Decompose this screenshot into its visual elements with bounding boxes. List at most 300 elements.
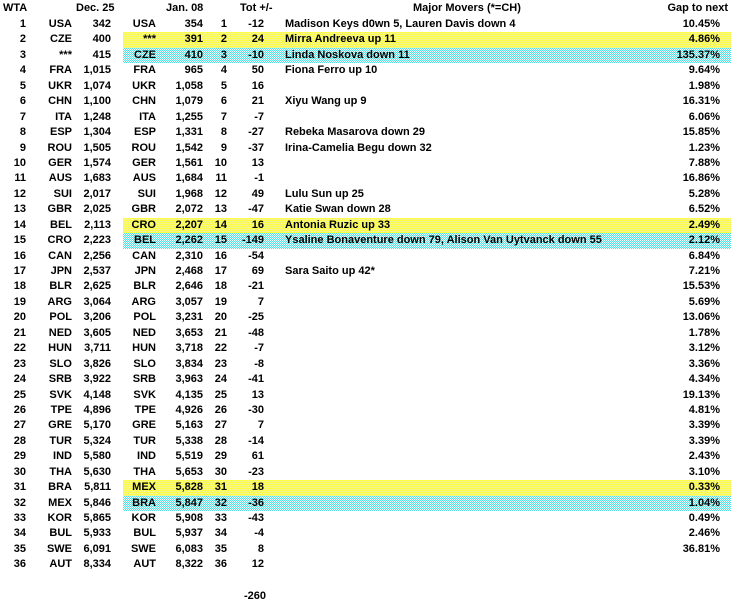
column-spacer: [111, 233, 123, 248]
major-movers-cell: [264, 403, 642, 418]
rank-jan08-cell: 26: [214, 403, 227, 416]
column-spacer: [111, 94, 123, 109]
table-row: [0, 17, 731, 32]
major-movers-cell: [264, 279, 642, 294]
rank-cell: 27: [13, 419, 26, 432]
country-jan08-cell: FRA: [133, 64, 156, 77]
table-row: [0, 449, 731, 464]
points-jan08-cell: 391: [184, 33, 203, 46]
gap-to-next-cell: 13.06%: [682, 311, 720, 324]
column-spacer: [111, 326, 123, 341]
country-dec25-cell: JPN: [50, 265, 72, 277]
rank-cell: 36: [13, 558, 26, 571]
points-change-cell: -8: [254, 357, 264, 370]
table-row: [0, 310, 731, 325]
points-jan08-cell: 965: [184, 64, 203, 77]
major-movers-cell: [264, 496, 642, 511]
major-movers-cell: [264, 110, 642, 125]
points-jan08-cell: 5,519: [175, 450, 203, 463]
points-jan08-cell: 3,718: [175, 342, 203, 355]
country-jan08-cell: BLR: [133, 280, 156, 293]
table-row: [0, 233, 731, 248]
points-jan08-cell: 5,908: [175, 512, 203, 524]
points-jan08-cell: 5,653: [175, 465, 203, 478]
rank-cell: 28: [13, 434, 26, 447]
points-change-cell: 50: [251, 64, 264, 77]
table-row: [0, 79, 731, 94]
points-dec25-cell: 3,064: [83, 295, 111, 308]
col-header-dec25: Dec. 25: [76, 2, 115, 14]
major-movers-cell: Ysaline Bonaventure down 79, Alison Van Uytvanck down 55: [285, 234, 602, 247]
rank-jan08-cell: 5: [220, 79, 227, 92]
major-movers-cell: [264, 526, 642, 541]
gap-to-next-cell: 16.31%: [682, 95, 720, 108]
major-movers-cell: [264, 388, 642, 403]
gap-to-next-cell: 15.85%: [682, 126, 720, 139]
row-highlight-region: [123, 480, 731, 495]
points-jan08-cell: 3,834: [175, 357, 203, 370]
rank-cell: 30: [13, 465, 26, 478]
gap-to-next-cell: 1.78%: [688, 326, 720, 339]
country-dec25-cell: CRO: [47, 234, 72, 247]
points-jan08-cell: 8,322: [175, 558, 203, 571]
column-spacer: [111, 125, 123, 140]
country-jan08-cell: HUN: [132, 342, 156, 355]
rank-cell: 13: [13, 203, 26, 216]
points-jan08-cell: 1,561: [175, 156, 203, 169]
row-highlight-region: [123, 418, 731, 433]
points-change-cell: -30: [248, 403, 264, 416]
row-highlight-region: [123, 110, 731, 125]
major-movers-cell: Katie Swan down 28: [285, 203, 391, 216]
country-jan08-cell: KOR: [131, 512, 156, 524]
table-row: [0, 48, 731, 63]
column-spacer: [111, 141, 123, 156]
gap-to-next-cell: 9.64%: [688, 64, 720, 77]
rank-cell: 5: [19, 79, 26, 92]
rank-cell: 33: [13, 512, 26, 524]
row-highlight-region: [123, 511, 731, 526]
rank-jan08-cell: 3: [220, 48, 227, 61]
row-highlight-region: [123, 388, 731, 403]
rank-jan08-cell: 15: [214, 234, 227, 247]
column-spacer: [111, 511, 123, 526]
points-dec25-cell: 2,537: [83, 265, 111, 277]
points-change-cell: 16: [251, 218, 264, 231]
major-movers-cell: Rebeka Masarova down 29: [285, 126, 426, 139]
country-jan08-cell: GBR: [131, 203, 156, 216]
rank-cell: 20: [13, 311, 26, 324]
country-jan08-cell: GRE: [132, 419, 156, 432]
rank-jan08-cell: 16: [214, 249, 227, 262]
major-movers-cell: Antonia Ruzic up 33: [285, 218, 391, 231]
country-dec25-cell: TPE: [50, 403, 72, 416]
row-highlight-region: [123, 202, 731, 217]
points-dec25-cell: 2,625: [83, 280, 111, 293]
major-movers-cell: [264, 418, 642, 433]
rank-cell: 32: [13, 496, 26, 509]
rank-cell: 16: [13, 249, 26, 262]
points-change-cell: 7: [257, 295, 264, 308]
rank-cell: 21: [13, 326, 26, 339]
row-highlight-region: [123, 372, 731, 387]
header-row: [0, 0, 731, 17]
row-highlight-region: [123, 310, 731, 325]
row-highlight-region: [123, 434, 731, 449]
table-row: [0, 403, 731, 418]
column-spacer: [111, 202, 123, 217]
row-highlight-region: [123, 357, 731, 372]
gap-to-next-cell: 7.88%: [688, 156, 720, 169]
column-spacer: [111, 63, 123, 78]
points-change-cell: 24: [251, 33, 264, 46]
column-spacer: [111, 434, 123, 449]
country-dec25-cell: FRA: [49, 64, 72, 77]
gap-to-next-cell: 1.98%: [688, 79, 720, 92]
major-movers-cell: [264, 295, 642, 310]
country-dec25-cell: THA: [49, 465, 72, 478]
rank-cell: 24: [13, 373, 26, 386]
major-movers-cell: Irina-Camelia Begu down 32: [285, 141, 432, 154]
points-dec25-cell: 1,505: [83, 141, 111, 154]
country-dec25-cell: GER: [48, 156, 72, 169]
major-movers-cell: [264, 79, 642, 94]
rank-cell: 15: [13, 234, 26, 247]
country-dec25-cell: SVK: [49, 388, 72, 401]
row-highlight-region: [123, 125, 731, 140]
rank-cell: 14: [13, 218, 26, 231]
rank-cell: 8: [19, 126, 26, 139]
gap-to-next-cell: 4.81%: [688, 403, 720, 416]
points-change-cell: -12: [248, 18, 264, 30]
points-change-cell: -36: [248, 496, 264, 509]
country-dec25-cell: GBR: [47, 203, 72, 216]
rank-jan08-cell: 35: [214, 542, 227, 555]
points-dec25-cell: 342: [92, 18, 111, 30]
country-jan08-cell: SWE: [130, 542, 156, 555]
gap-to-next-cell: 0.49%: [688, 512, 720, 524]
table-row: [0, 171, 731, 186]
country-dec25-cell: CAN: [48, 249, 72, 262]
points-dec25-cell: 1,015: [83, 64, 111, 77]
country-jan08-cell: CZE: [134, 48, 156, 61]
country-jan08-cell: IND: [137, 450, 156, 463]
column-spacer: [111, 295, 123, 310]
column-spacer: [111, 110, 123, 125]
points-jan08-cell: 2,468: [175, 265, 203, 277]
spacer-row: [0, 573, 731, 589]
gap-to-next-cell: 6.84%: [688, 249, 720, 262]
country-dec25-cell: CZE: [50, 33, 72, 46]
col-header-major-movers: Major Movers (*=CH): [413, 2, 521, 14]
country-jan08-cell: BEL: [134, 234, 156, 247]
gap-to-next-cell: 19.13%: [682, 388, 720, 401]
major-movers-cell: [264, 465, 642, 480]
gap-to-next-cell: 2.43%: [688, 450, 720, 463]
row-highlight-region: [123, 295, 731, 310]
gap-to-next-cell: 3.36%: [688, 357, 720, 370]
row-highlight-region: [123, 449, 731, 464]
country-dec25-cell: TUR: [49, 434, 72, 447]
points-change-cell: -23: [248, 465, 264, 478]
points-dec25-cell: 5,324: [83, 434, 111, 447]
gap-to-next-cell: 2.49%: [688, 218, 720, 231]
points-dec25-cell: 3,605: [83, 326, 111, 339]
points-jan08-cell: 1,079: [175, 95, 203, 108]
country-jan08-cell: CRO: [131, 218, 156, 231]
gap-to-next-cell: 16.86%: [682, 172, 720, 185]
rank-cell: 29: [13, 450, 26, 463]
table-row: [0, 480, 731, 495]
row-highlight-region: [123, 341, 731, 356]
gap-to-next-cell: 2.46%: [688, 527, 720, 540]
country-jan08-cell: SLO: [133, 357, 156, 370]
row-highlight-region: [123, 496, 731, 511]
table-row: [0, 542, 731, 557]
country-jan08-cell: USA: [132, 18, 156, 30]
points-change-cell: 8: [257, 542, 264, 555]
rank-cell: 1: [19, 18, 26, 30]
points-change-cell: -4: [254, 527, 264, 540]
gap-to-next-cell: 6.06%: [688, 110, 720, 123]
column-spacer: [111, 79, 123, 94]
row-highlight-region: [123, 187, 731, 202]
rank-jan08-cell: 24: [214, 373, 227, 386]
points-jan08-cell: 1,058: [175, 79, 203, 92]
row-highlight-region: [123, 526, 731, 541]
row-highlight-region: [123, 249, 731, 264]
column-spacer: [111, 449, 123, 464]
column-spacer: [111, 218, 123, 233]
col-header-tot-change: Tot +/-: [240, 2, 273, 14]
rank-jan08-cell: 17: [214, 265, 227, 277]
col-header-jan08: Jan. 08: [166, 2, 204, 14]
rank-cell: 12: [13, 187, 26, 200]
country-dec25-cell: ESP: [49, 126, 72, 139]
country-dec25-cell: SLO: [49, 357, 72, 370]
country-dec25-cell: IND: [53, 450, 72, 463]
gap-to-next-cell: 3.39%: [688, 434, 720, 447]
country-jan08-cell: ARG: [131, 295, 156, 308]
column-spacer: [111, 264, 123, 279]
country-jan08-cell: BUL: [133, 527, 156, 540]
points-dec25-cell: 3,206: [83, 311, 111, 324]
major-movers-cell: [264, 341, 642, 356]
points-dec25-cell: 1,683: [83, 172, 111, 185]
major-movers-cell: Xiyu Wang up 9: [285, 95, 367, 108]
row-highlight-region: [123, 141, 731, 156]
col-header-wta: WTA: [3, 2, 28, 14]
points-dec25-cell: 3,922: [83, 373, 111, 386]
gap-to-next-cell: 7.21%: [688, 265, 720, 277]
points-jan08-cell: 2,310: [175, 249, 203, 262]
total-points-change-cell: -260: [243, 589, 266, 602]
gap-to-next-cell: 15.53%: [682, 280, 720, 293]
gap-to-next-cell: 135.37%: [676, 48, 720, 61]
points-jan08-cell: 5,847: [175, 496, 203, 509]
points-dec25-cell: 415: [92, 48, 111, 61]
rank-cell: 7: [19, 110, 26, 123]
points-change-cell: 12: [251, 558, 264, 571]
major-movers-cell: Mirra Andreeva up 11: [285, 33, 396, 46]
rank-jan08-cell: 29: [214, 450, 227, 463]
country-dec25-cell: ROU: [47, 141, 72, 154]
rank-jan08-cell: 32: [214, 496, 227, 509]
table-row: [0, 295, 731, 310]
country-jan08-cell: ITA: [139, 110, 156, 123]
points-change-cell: -1: [254, 172, 264, 185]
column-spacer: [111, 542, 123, 557]
table-row: [0, 341, 731, 356]
country-jan08-cell: CAN: [132, 249, 156, 262]
row-highlight-region: [123, 218, 731, 233]
major-movers-cell: Fiona Ferro up 10: [285, 64, 378, 77]
points-change-cell: -10: [248, 48, 264, 61]
rank-cell: 11: [14, 172, 26, 185]
rank-jan08-cell: 27: [214, 419, 227, 432]
row-highlight-region: [123, 403, 731, 418]
country-jan08-cell: THA: [133, 465, 156, 478]
gap-to-next-cell: 3.10%: [688, 465, 720, 478]
table-row: [0, 526, 731, 541]
table-row: [0, 218, 731, 233]
country-dec25-cell: KOR: [47, 512, 72, 524]
rank-jan08-cell: 19: [214, 295, 227, 308]
points-change-cell: 13: [251, 388, 264, 401]
country-jan08-cell: POL: [133, 311, 156, 324]
points-dec25-cell: 1,304: [83, 126, 111, 139]
major-movers-cell: [264, 480, 642, 495]
column-spacer: [111, 156, 123, 171]
column-spacer: [111, 279, 123, 294]
rank-jan08-cell: 36: [214, 558, 227, 571]
gap-to-next-cell: 6.52%: [688, 203, 720, 216]
country-dec25-cell: AUT: [49, 558, 72, 571]
points-jan08-cell: 2,646: [175, 280, 203, 293]
points-dec25-cell: 6,091: [83, 542, 111, 555]
country-dec25-cell: ***: [59, 48, 72, 61]
major-movers-cell: [264, 310, 642, 325]
rank-cell: 31: [13, 481, 26, 494]
points-change-cell: 49: [251, 187, 264, 200]
rank-jan08-cell: 2: [220, 33, 227, 46]
rank-jan08-cell: 12: [214, 187, 227, 200]
points-jan08-cell: 3,653: [175, 326, 203, 339]
points-change-cell: -149: [241, 234, 264, 247]
major-movers-cell: [264, 326, 642, 341]
points-dec25-cell: 2,113: [84, 218, 111, 231]
table-row: [0, 32, 731, 47]
row-highlight-region: [123, 557, 731, 572]
rank-cell: 23: [13, 357, 26, 370]
row-highlight-region: [123, 17, 731, 32]
table-row: [0, 434, 731, 449]
points-dec25-cell: 5,811: [84, 481, 111, 494]
points-jan08-cell: 1,542: [175, 141, 203, 154]
rank-jan08-cell: 30: [214, 465, 227, 478]
row-highlight-region: [123, 63, 731, 78]
rank-jan08-cell: 34: [214, 527, 227, 540]
points-jan08-cell: 4,135: [175, 388, 203, 401]
column-spacer: [111, 372, 123, 387]
points-change-cell: 7: [257, 419, 264, 432]
points-dec25-cell: 1,574: [83, 156, 111, 169]
points-jan08-cell: 6,083: [175, 542, 203, 555]
points-change-cell: -14: [248, 434, 264, 447]
points-jan08-cell: 354: [184, 18, 203, 30]
country-jan08-cell: UKR: [132, 79, 156, 92]
major-movers-cell: [264, 557, 642, 572]
rank-jan08-cell: 9: [220, 141, 227, 154]
column-spacer: [111, 249, 123, 264]
points-jan08-cell: 5,828: [175, 481, 203, 494]
table-row: [0, 418, 731, 433]
rank-jan08-cell: 8: [220, 126, 227, 139]
points-dec25-cell: 5,630: [83, 465, 111, 478]
column-spacer: [111, 187, 123, 202]
country-dec25-cell: AUS: [48, 172, 72, 185]
country-jan08-cell: TUR: [133, 434, 156, 447]
row-highlight-region: [123, 156, 731, 171]
country-dec25-cell: UKR: [48, 79, 72, 92]
major-movers-cell: Linda Noskova down 11: [285, 48, 410, 61]
column-spacer: [111, 341, 123, 356]
table-row: [0, 125, 731, 140]
table-row: [0, 141, 731, 156]
gap-to-next-cell: 1.23%: [688, 141, 720, 154]
row-highlight-region: [123, 79, 731, 94]
row-highlight-region: [123, 94, 731, 109]
table-row: [0, 279, 731, 294]
rank-jan08-cell: 10: [214, 156, 227, 169]
rank-cell: 6: [19, 95, 26, 108]
points-change-cell: -43: [248, 512, 264, 524]
points-dec25-cell: 5,933: [83, 527, 111, 540]
rank-jan08-cell: 7: [220, 110, 227, 123]
major-movers-cell: Madison Keys d0wn 5, Lauren Davis down 4: [285, 18, 516, 30]
major-movers-cell: [264, 449, 642, 464]
rank-cell: 10: [13, 156, 26, 169]
points-jan08-cell: 1,968: [175, 187, 203, 200]
table-row: [0, 465, 731, 480]
points-dec25-cell: 1,100: [83, 95, 111, 108]
points-dec25-cell: 3,711: [84, 342, 111, 355]
column-spacer: [111, 480, 123, 495]
country-dec25-cell: MEX: [48, 496, 72, 509]
major-movers-cell: [264, 542, 642, 557]
points-jan08-cell: 1,255: [175, 110, 203, 123]
points-dec25-cell: 5,580: [83, 450, 111, 463]
table-row: [0, 557, 731, 572]
rank-jan08-cell: 21: [214, 326, 227, 339]
points-dec25-cell: 2,256: [83, 249, 111, 262]
rank-jan08-cell: 25: [214, 388, 227, 401]
country-jan08-cell: BRA: [132, 496, 156, 509]
gap-to-next-cell: 3.12%: [688, 342, 720, 355]
major-movers-cell: [264, 171, 642, 186]
gap-to-next-cell: [642, 557, 720, 572]
gap-to-next-cell: 3.39%: [688, 419, 720, 432]
table-body: [0, 17, 731, 573]
row-highlight-region: [123, 542, 731, 557]
country-jan08-cell: AUS: [132, 172, 156, 185]
points-dec25-cell: 4,148: [83, 388, 111, 401]
rank-jan08-cell: 4: [220, 64, 227, 77]
rank-cell: 3: [19, 48, 26, 61]
points-jan08-cell: 2,072: [175, 203, 203, 216]
points-jan08-cell: 5,338: [175, 434, 203, 447]
rank-cell: 35: [13, 542, 26, 555]
